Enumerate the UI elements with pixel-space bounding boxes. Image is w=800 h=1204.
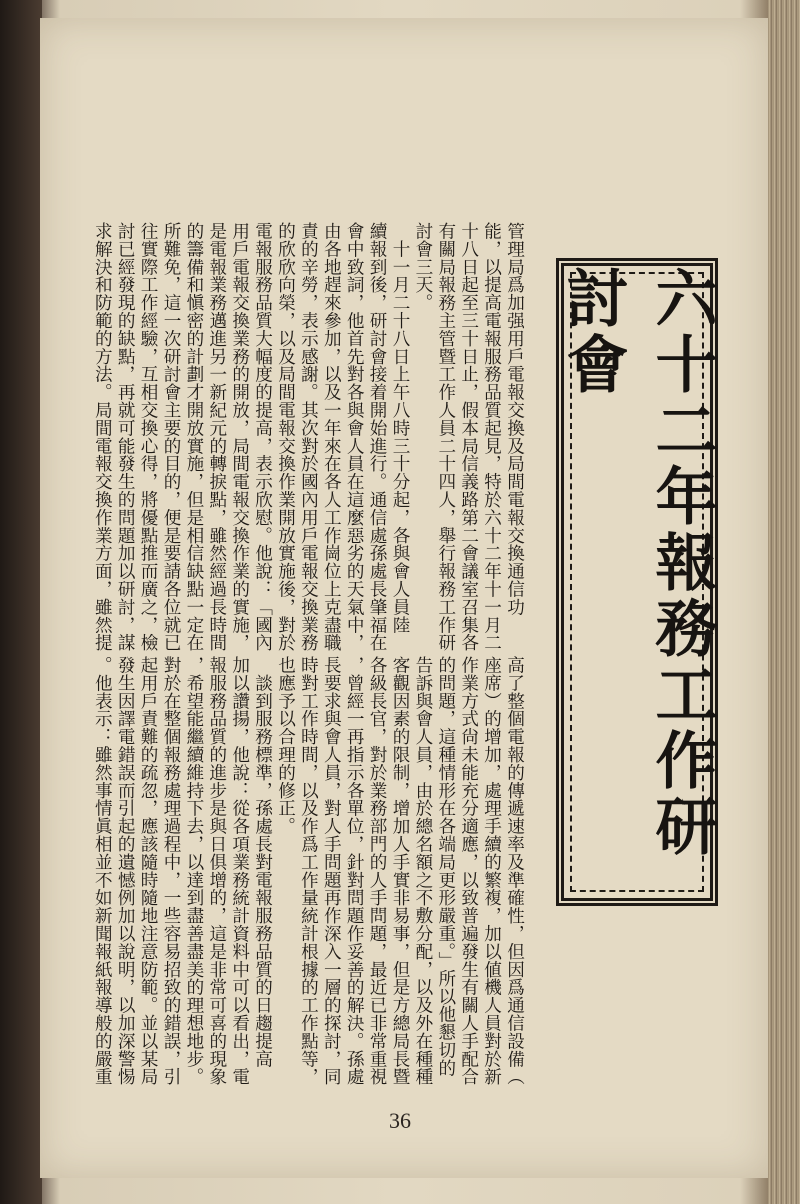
- text-column: 談到服務標準，孫處長對電報服務品質的日趨提高: [252, 656, 273, 1068]
- text-column: 發生因譯電錯誤而引起的遺憾例加以說明，以加深警惕: [115, 656, 136, 1086]
- text-column: 討已經發現的缺點，再就可能發生的問題加以研討，謀: [115, 222, 136, 652]
- text-column: 所難免，這一次研討會主要的目的，便是要請各位就已: [161, 222, 181, 652]
- text-column: 客觀因素的限制，增加人手實非易事，但是方總局長暨: [390, 656, 410, 1086]
- text-column: ，希望能繼續維持下去，以達到盡善盡美的理想地步。: [183, 656, 204, 1086]
- text-column: 加以讚揚，他說：從各項業務統計資料中可以看出，電: [229, 656, 250, 1086]
- text-column: 對於在整個報務處理過程中，一些容易招致的錯誤，引: [161, 656, 181, 1086]
- title-frame: [556, 258, 718, 906]
- text-column: 能，以提高電報服務品質起見，特於六十二年十一月二: [481, 222, 502, 652]
- text-column: 責的辛勞，表示感謝。其次對於國內用戶電報交換業務: [298, 222, 319, 652]
- text-column: 座席）的增加，處理手續的繁複，加以値機人員對於新: [481, 656, 502, 1086]
- text-column: 的欣欣向榮，以及局間電報交換作業開放實施後，對於: [275, 222, 296, 652]
- text-column: 由各地趕來參加，以及一年來在各人工作崗位上克盡職: [321, 222, 342, 652]
- article-title: 六十二年報務工作研討會: [556, 266, 718, 860]
- text-column: 管理局爲加强用戶電報交換及局間電報交換通信功: [504, 222, 525, 616]
- text-column: 也應予以合理的修正。: [275, 656, 296, 835]
- text-column: 各級長官，對於業務部門的人手問題，最近已非常重視: [367, 656, 388, 1086]
- text-column: 的問題，這種情形在各端局更形嚴重。」所以他懇切的: [435, 656, 456, 1077]
- text-column: 起用戶責難的疏忽，應該隨時隨地注意防範。並以某局: [138, 656, 159, 1086]
- text-column: 報服務品質的進步是與日俱增的，這是非常可喜的現象: [206, 656, 227, 1086]
- text-column: 告訴與會人員，由於總名額之不敷分配，以及外在種種: [412, 656, 433, 1086]
- text-column: 十八日起至三十日止，假本局信義路第二會議室召集各: [458, 222, 479, 652]
- text-column: 討會三天。: [412, 222, 433, 312]
- page-number: 36: [389, 1108, 411, 1133]
- text-column: 往實際工作經驗，互相交換心得，將優點推而廣之，檢: [138, 222, 159, 652]
- text-column: 求解決和防範的方法。局間電報交換作業方面，雖然提: [92, 222, 113, 652]
- text-column: 電報服務品質大幅度的提高，表示欣慰。他說：「國內: [252, 222, 273, 652]
- text-column: ，曾經一再指示各單位，針對問題作妥善的解決。孫處: [344, 656, 365, 1086]
- text-column: 用戶電報交換業務的開放，局間電報交換作業的實施，: [229, 222, 250, 652]
- text-column: 是電報業務邁進另一新紀元的轉捩點，雖然經過長時間: [206, 222, 227, 652]
- text-column: 高了整個電報的傳遞速率及準確性，但因爲通信設備（: [504, 656, 525, 1086]
- text-column: 續報到後，研討會接着開始進行。通信處孫處長肇福在: [367, 222, 388, 652]
- text-column: 時對工作時間，以及作爲工作量統計根據的工作點等，: [298, 656, 319, 1086]
- text-column: 作業方式尙未能充分適應，以致普遍發生有關人手配合: [458, 656, 479, 1086]
- text-column: 長要求與會人員，對人手問題再作深入一層的探討，同: [321, 656, 342, 1086]
- text-column: 十一月二十八日上午八時三十分起，各與會人員陸: [390, 222, 410, 634]
- text-column: 有關局報務主管暨工作人員二十四人，舉行報務工作研: [435, 222, 456, 652]
- text-column: 會中致詞，他首先對各與會人員在這麼惡劣的天氣中，: [344, 222, 365, 652]
- book-spine: [0, 0, 42, 1204]
- text-column: 的籌備和愼密的計劃才開放實施，但是相信缺點一定在: [183, 222, 204, 652]
- text-column: 。他表示：雖然事情眞相並不如新聞報紙報導般的嚴重: [92, 656, 113, 1086]
- page-edges: [768, 0, 800, 1204]
